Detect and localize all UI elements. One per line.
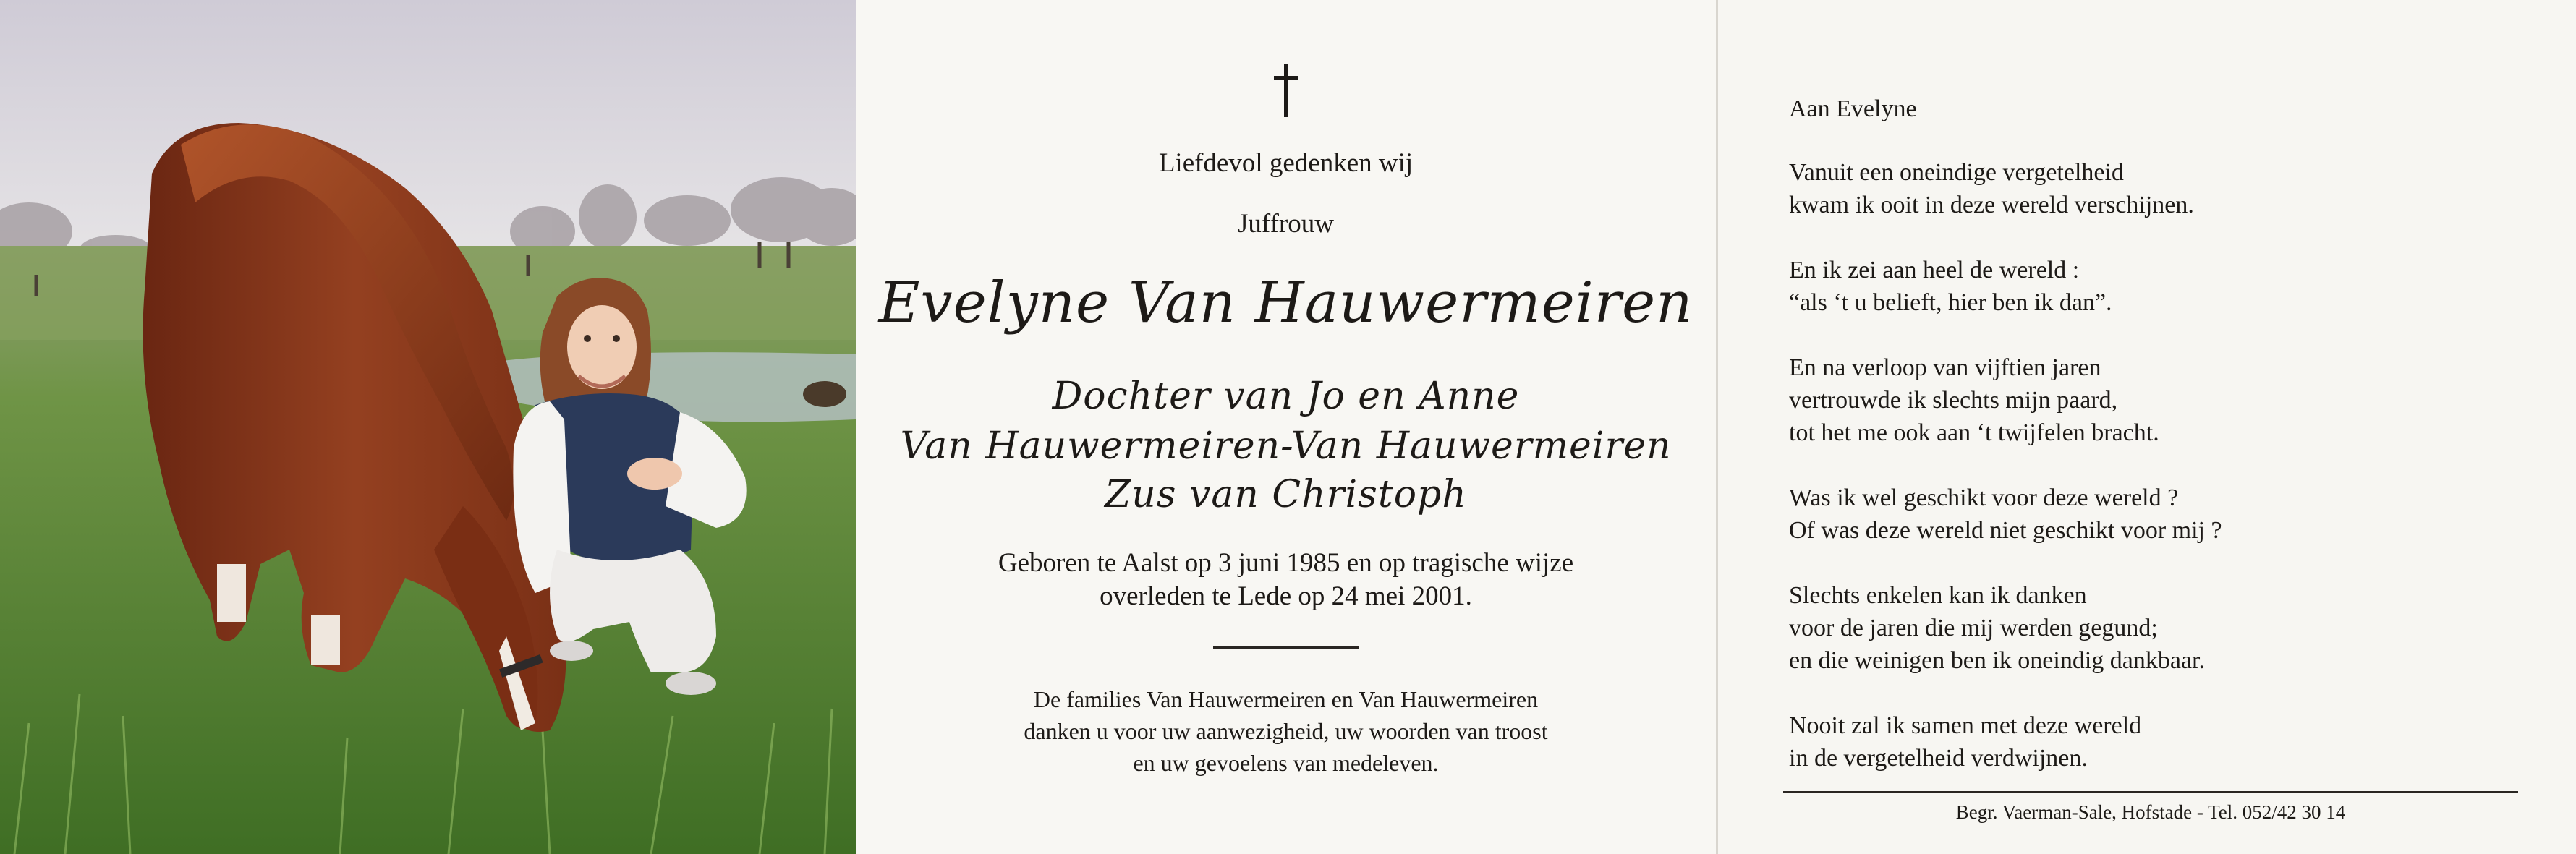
poem-line: tot het me ook aan ‘t twijfelen bracht. [1789, 419, 2159, 446]
poem-line: en die weinigen ben ik oneindig dankbaar. [1789, 647, 2205, 674]
poem-stanza [1789, 709, 2222, 774]
daughter-line-2: Van Hauwermeiren-Van Hauwermeiren [900, 424, 1672, 468]
poem-line: vertrouwde ik slechts mijn paard, [1789, 387, 2118, 414]
poem-line: “als ‘t u belieft, hier ben ik dan”. [1789, 289, 2112, 316]
poem [1789, 93, 2222, 774]
divider [1213, 646, 1359, 649]
footer-divider [1783, 791, 2518, 793]
poem-line: Of was deze wereld niet geschikt voor mij ? [1789, 517, 2222, 544]
memorial-card-front [856, 0, 1718, 854]
poem-line: Slechts enkelen kan ik danken [1789, 582, 2087, 609]
poem-stanza [1789, 579, 2222, 677]
memorial-photo [0, 0, 856, 854]
memorial-card-poem [1718, 0, 2576, 854]
daughter-line-1: Dochter van Jo en Anne [1052, 375, 1520, 418]
thanks-line-3: en uw gevoelens van medeleven. [1133, 750, 1439, 776]
cross-icon [856, 64, 1716, 117]
poem-stanza [1789, 156, 2222, 221]
poem-line: voor de jaren die mij werden gegund; [1789, 615, 2158, 641]
birth-line-1: Geboren te Aalst op 3 juni 1985 en op tragische wijze [998, 548, 1574, 578]
poem-line: kwam ik ooit in deze wereld verschijnen. [1789, 192, 2194, 218]
girl-with-pony-photo [0, 0, 856, 854]
intro-line: Liefdevol gedenken wij [1158, 148, 1414, 178]
birth-line-2: overleden te Lede op 24 mei 2001. [1100, 581, 1472, 611]
poem-line: En ik zei aan heel de wereld : [1789, 257, 2080, 283]
poem-stanza [1789, 351, 2222, 449]
thanks-line-2: danken u voor uw aanwezigheid, uw woorden van troost [1024, 718, 1548, 744]
sister-line: Zus van Christoph [1105, 473, 1467, 516]
poem-line: Vanuit een oneindige vergetelheid [1789, 159, 2124, 186]
poem-stanza [1789, 254, 2222, 319]
poem-line: Was ik wel geschikt voor deze wereld ? [1789, 484, 2179, 511]
undertaker-footer: Begr. Vaerman-Sale, Hofstade - Tel. 052/42 30 14 [1955, 801, 2346, 823]
deceased-name: Evelyne Van Hauwermeiren [878, 270, 1693, 336]
poem-line: En na verloop van vijftien jaren [1789, 354, 2101, 381]
thanks-line-1: De families Van Hauwermeiren en Van Hauwermeiren [1033, 686, 1539, 712]
poem-line: Nooit zal ik samen met deze wereld [1789, 712, 2142, 739]
poem-title: Aan Evelyne [1789, 95, 1917, 122]
honorific: Juffrouw [1238, 209, 1334, 239]
poem-stanza [1789, 482, 2222, 547]
poem-line: in de vergetelheid verdwijnen. [1789, 745, 2088, 772]
